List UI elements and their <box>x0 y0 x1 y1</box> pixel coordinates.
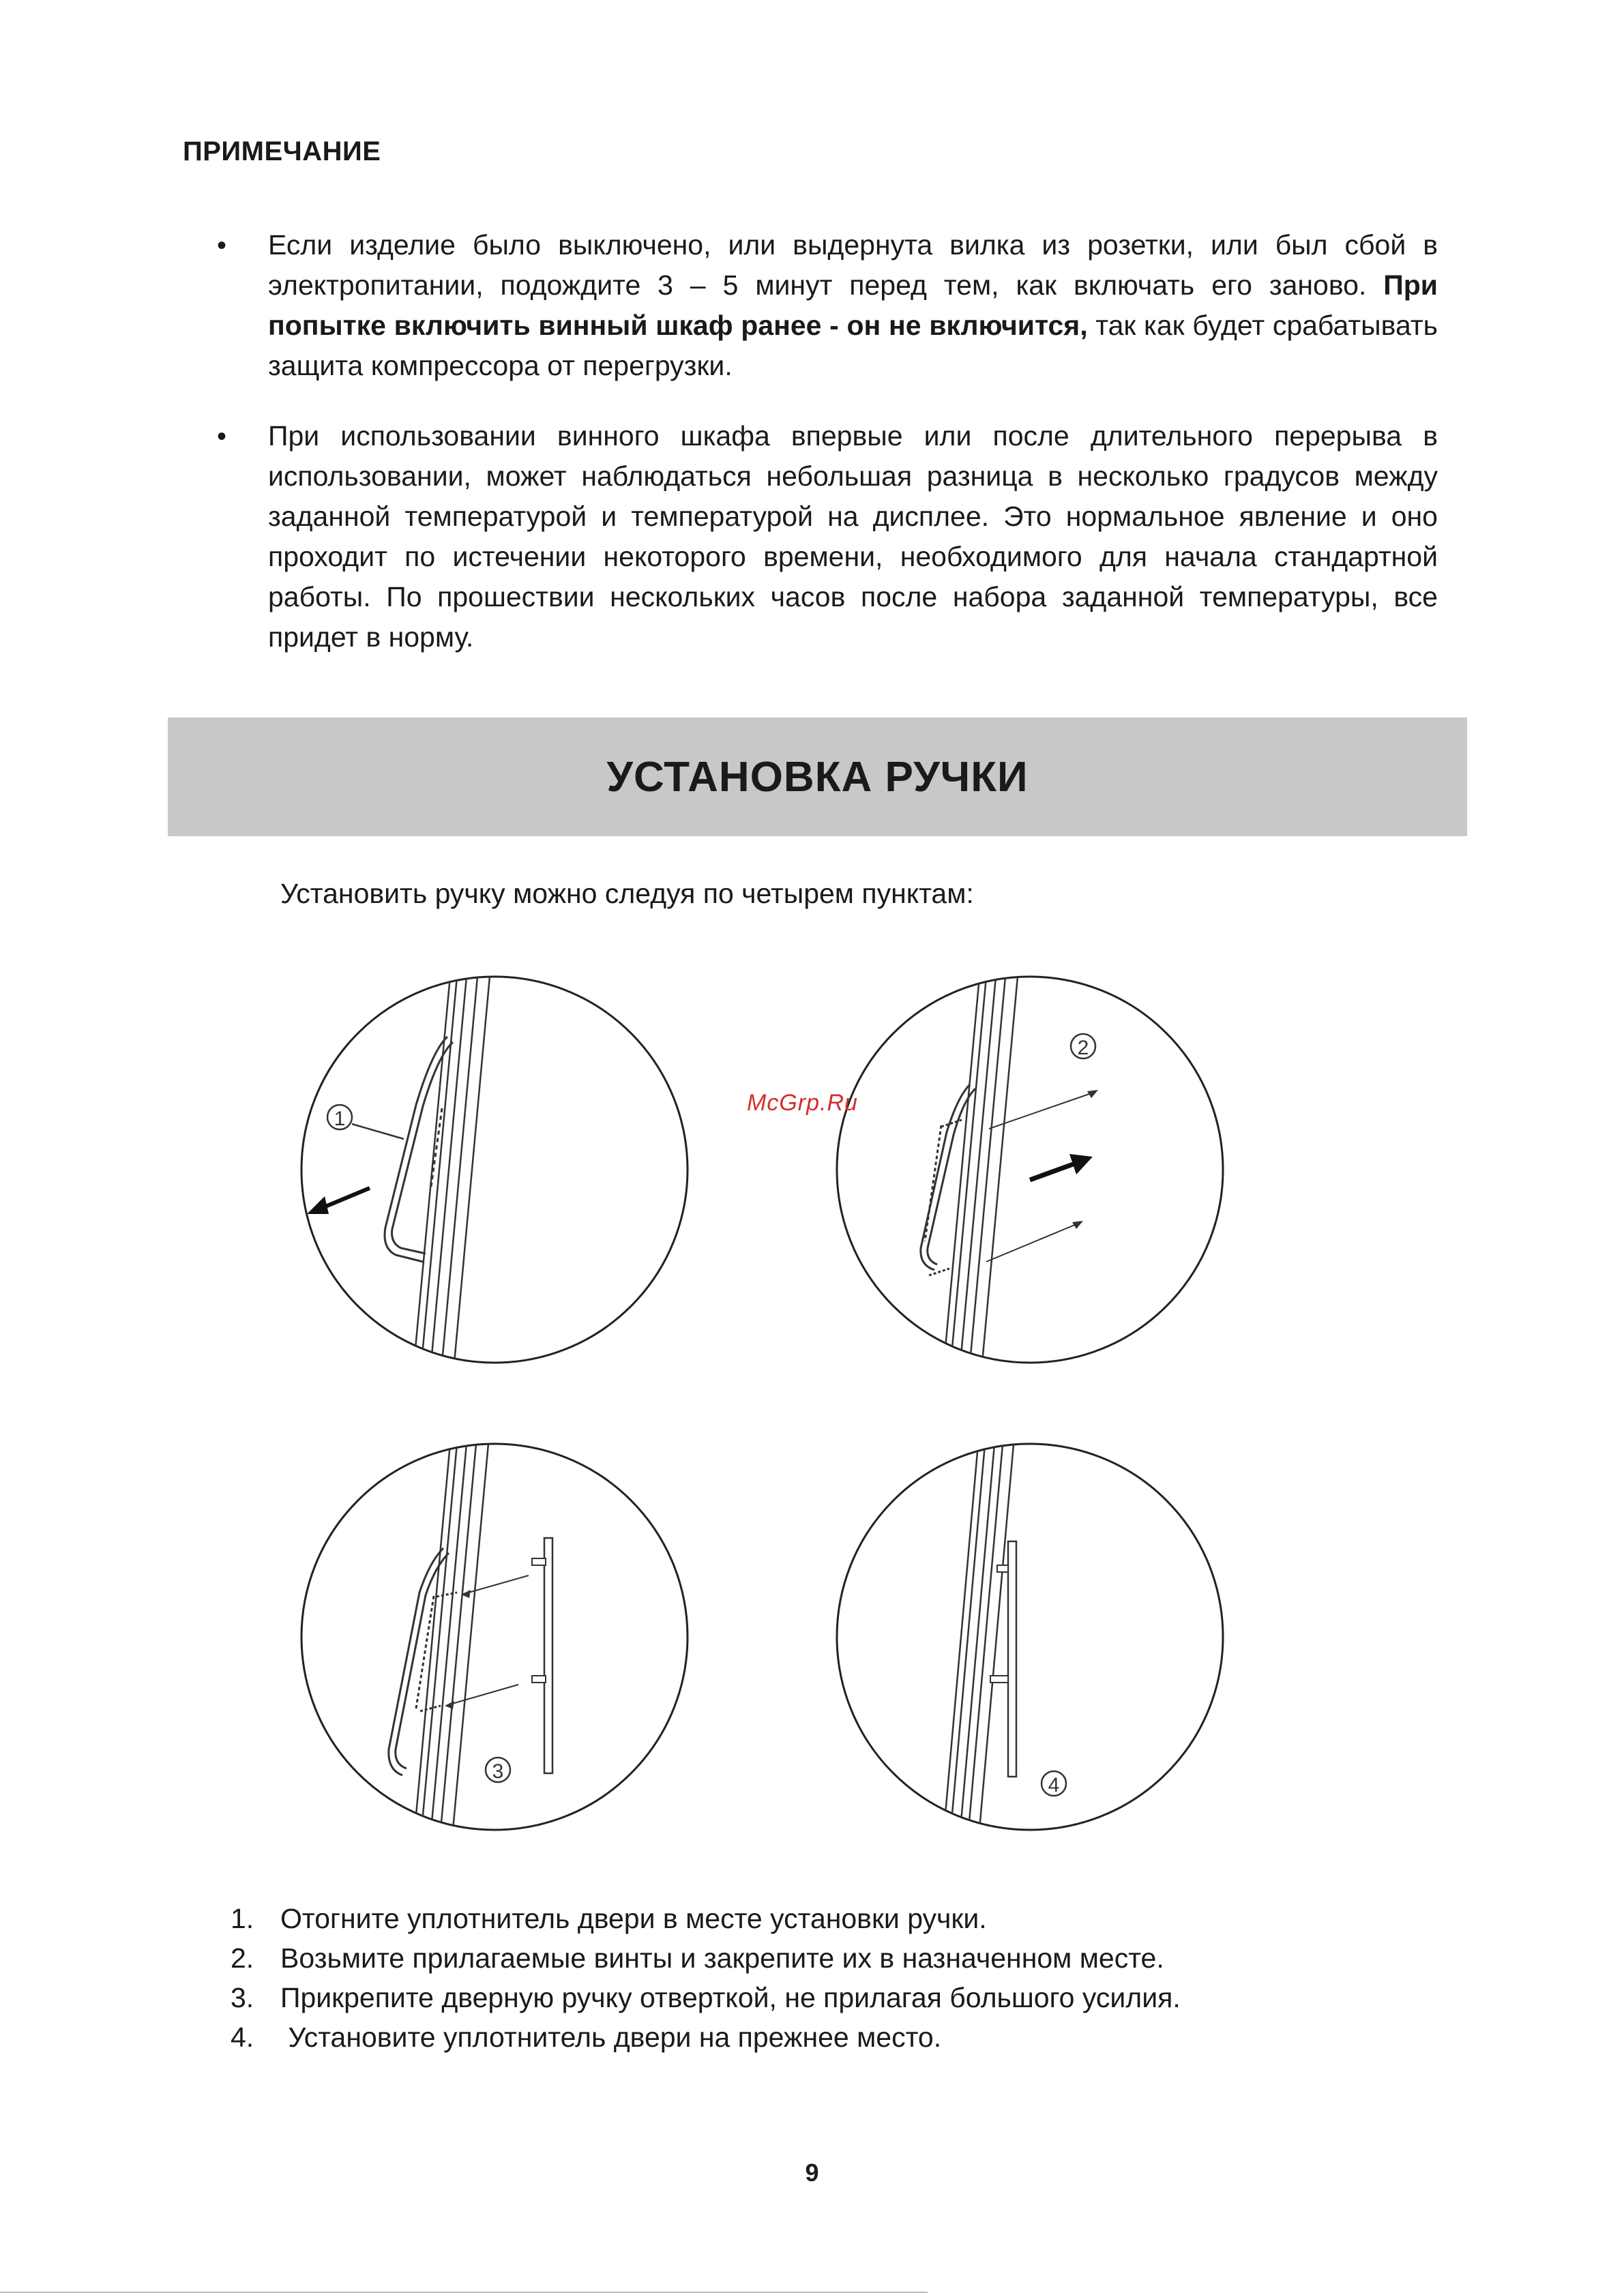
arrowhead <box>445 1701 454 1709</box>
arrowhead <box>1072 1221 1083 1229</box>
list-item <box>231 1899 1181 1938</box>
step-text: Возьмите прилагаемые винты и закрепите их в назначенном месте. <box>280 1942 1164 1974</box>
step-number: 2. <box>231 1942 254 1974</box>
handle-pin <box>997 1565 1008 1572</box>
list-item <box>231 1938 1181 1978</box>
note-item-1-text-end: так как будет срабатывать защита компрессора от перегрузки. <box>268 310 1438 381</box>
bottom-rule <box>0 2292 928 2293</box>
steps-list <box>231 1899 1181 2057</box>
diagram-step-4 <box>825 1429 1235 1845</box>
arrow-pull <box>321 1188 370 1209</box>
diagram-circle <box>837 977 1223 1363</box>
handle-pin <box>532 1676 546 1683</box>
step-text: Установите уплотнитель двери на прежнее место. <box>280 2022 942 2053</box>
step-number: 1. <box>231 1903 254 1934</box>
arrowhead <box>1069 1154 1093 1174</box>
arrowhead <box>1087 1090 1098 1098</box>
handle-bar <box>1008 1541 1016 1777</box>
step-text: Отогните уплотнитель двери в месте установки ручки. <box>280 1903 987 1934</box>
step-badge-1-label: 1 <box>334 1108 346 1130</box>
note-item-1-text: Если изделие было выключено, или выдернута вилка из розетки, или был сбой в электропитании, подождите 3 – 5 минут перед тем, как включать его заново. <box>268 229 1438 301</box>
door-handle <box>385 1037 447 1262</box>
diagram-step-1 <box>293 962 703 1378</box>
diagram-circle <box>301 977 688 1363</box>
diagram-step-3 <box>293 1429 703 1845</box>
diagram-circle <box>837 1444 1223 1830</box>
diagram-step-2 <box>825 962 1235 1378</box>
step-badge-2-label: 2 <box>1077 1037 1089 1059</box>
screw-arrow <box>464 1575 529 1594</box>
screw-arrow <box>989 1093 1091 1129</box>
note-item-2: При использовании винного шкафа впервые или после длительного перерыва в использовании, может наблюдаться небольшая разница в несколько градусов между заданной температурой и температурой на дисплее. Это нормальное явление и оно проходит по истечении некоторого времени, необходимого для начала стандартной работы. По прошествии нескольких часов после набора заданной температуры, все придет в норму. <box>268 420 1438 653</box>
note-item-1 <box>268 225 1438 386</box>
watermark: McGrp.Ru <box>747 1090 858 1116</box>
list-item <box>231 2017 1181 2057</box>
bullet-1: • <box>217 231 227 261</box>
bullet-2: • <box>217 421 227 451</box>
arrow-push <box>1030 1164 1075 1180</box>
handle-pin <box>990 1676 1008 1683</box>
step-number: 4. <box>231 2022 254 2053</box>
arrowhead <box>307 1196 329 1214</box>
step-badge-4-label: 4 <box>1048 1774 1060 1796</box>
screw-arrow <box>986 1224 1076 1262</box>
pointer-line <box>352 1124 404 1139</box>
section-intro: Установить ручку можно следуя по четырем пунктам: <box>280 878 974 909</box>
note-item-1-bold: При попытке включить винный шкаф ранее - он не включится, <box>268 269 1438 341</box>
step-text: Прикрепите дверную ручку отверткой, не прилагая большого усилия. <box>280 1982 1181 2013</box>
page-number: 9 <box>805 2159 819 2187</box>
handle-pin <box>532 1558 546 1565</box>
handle-bar <box>544 1538 552 1773</box>
screw-arrow <box>447 1685 518 1705</box>
note-title: ПРИМЕЧАНИЕ <box>183 136 381 166</box>
step-badge-3-label: 3 <box>492 1760 504 1783</box>
section-title: УСТАНОВКА РУЧКИ <box>606 753 1029 801</box>
section-banner <box>168 717 1467 836</box>
step-number: 3. <box>231 1982 254 2013</box>
list-item <box>231 1978 1181 2017</box>
